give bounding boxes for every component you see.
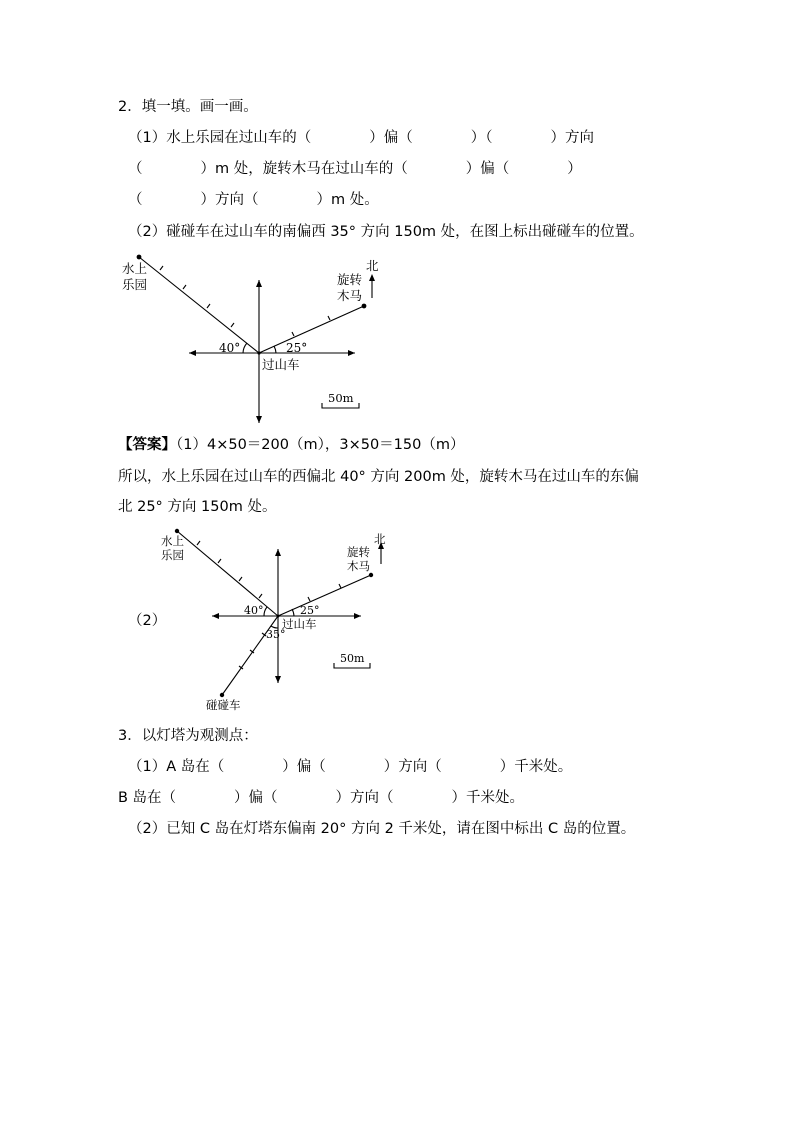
q2-part1-line3: （ ）方向（ ）m 处。 bbox=[128, 192, 379, 208]
q2-part2: （2）碰碰车在过山车的南偏西 35° 方向 150m 处，在图上标出碰碰车的位置。 bbox=[128, 224, 644, 240]
q3-part1-line1: （1）A 岛在（ ）偏（ ）方向（ ）千米处。 bbox=[128, 759, 573, 775]
fig2-angle-south: 35° bbox=[266, 628, 286, 641]
answer-line2: 所以，水上乐园在过山车的西偏北 40° 方向 200m 处，旋转木马在过山车的东偏 bbox=[118, 469, 639, 485]
q3-part1-line2: B 岛在（ ）偏（ ）方向（ ）千米处。 bbox=[118, 790, 525, 806]
fig2-carousel-point bbox=[369, 573, 373, 577]
q3-heading: 3．以灯塔为观测点： bbox=[118, 728, 258, 744]
fig2-angle-east: 25° bbox=[300, 604, 320, 617]
fig2-label-water-park-2: 乐园 bbox=[161, 548, 184, 562]
fig1-label-carousel-2: 木马 bbox=[337, 288, 363, 303]
fig2-label-bumper-car: 碰碰车 bbox=[206, 698, 241, 712]
fig1-label-carousel-1: 旋转 bbox=[337, 272, 363, 287]
fig2-scale-label: 50m bbox=[340, 652, 365, 665]
fig2-angle-west: 40° bbox=[244, 604, 264, 617]
fig2-bumper-car-point bbox=[220, 693, 224, 697]
answer-part2-label: （2） bbox=[128, 613, 167, 629]
fig1-angle-east: 25° bbox=[286, 341, 308, 355]
q3-part2: （2）已知 C 岛在灯塔东偏南 20° 方向 2 千米处，请在图中标出 C 岛的位置。 bbox=[128, 821, 636, 837]
q2-heading: 2．填一填。画一画。 bbox=[118, 99, 258, 115]
answer-tag: 【答案】 bbox=[118, 437, 176, 453]
fig2-label-water-park-1: 水上 bbox=[161, 534, 184, 548]
fig2-label-north: 北 bbox=[374, 532, 386, 546]
fig1-label-water-park-2: 乐园 bbox=[122, 277, 148, 292]
answer-calc: （1）4×50＝200（m），3×50＝150（m） bbox=[176, 437, 465, 453]
fig2-water-park-point bbox=[175, 529, 179, 533]
fig2-label-carousel-1: 旋转 bbox=[347, 545, 370, 559]
fig1-angle-west: 40° bbox=[219, 341, 241, 355]
fig1-label-coaster: 过山车 bbox=[262, 357, 300, 372]
fig1-label-north: 北 bbox=[366, 258, 379, 273]
fig1-scale-label: 50m bbox=[328, 391, 354, 405]
fig2-label-carousel-2: 木马 bbox=[347, 559, 370, 573]
q2-part1-line2: （ ）m 处，旋转木马在过山车的（ ）偏（ ） bbox=[128, 161, 582, 177]
fig2-label-coaster: 过山车 bbox=[282, 617, 317, 631]
answer-line3: 北 25° 方向 150m 处。 bbox=[118, 499, 277, 515]
fig1-label-water-park-1: 水上 bbox=[122, 261, 148, 276]
q2-part1-line1: （1）水上乐园在过山车的（ ）偏（ ）（ ）方向 bbox=[128, 130, 594, 146]
